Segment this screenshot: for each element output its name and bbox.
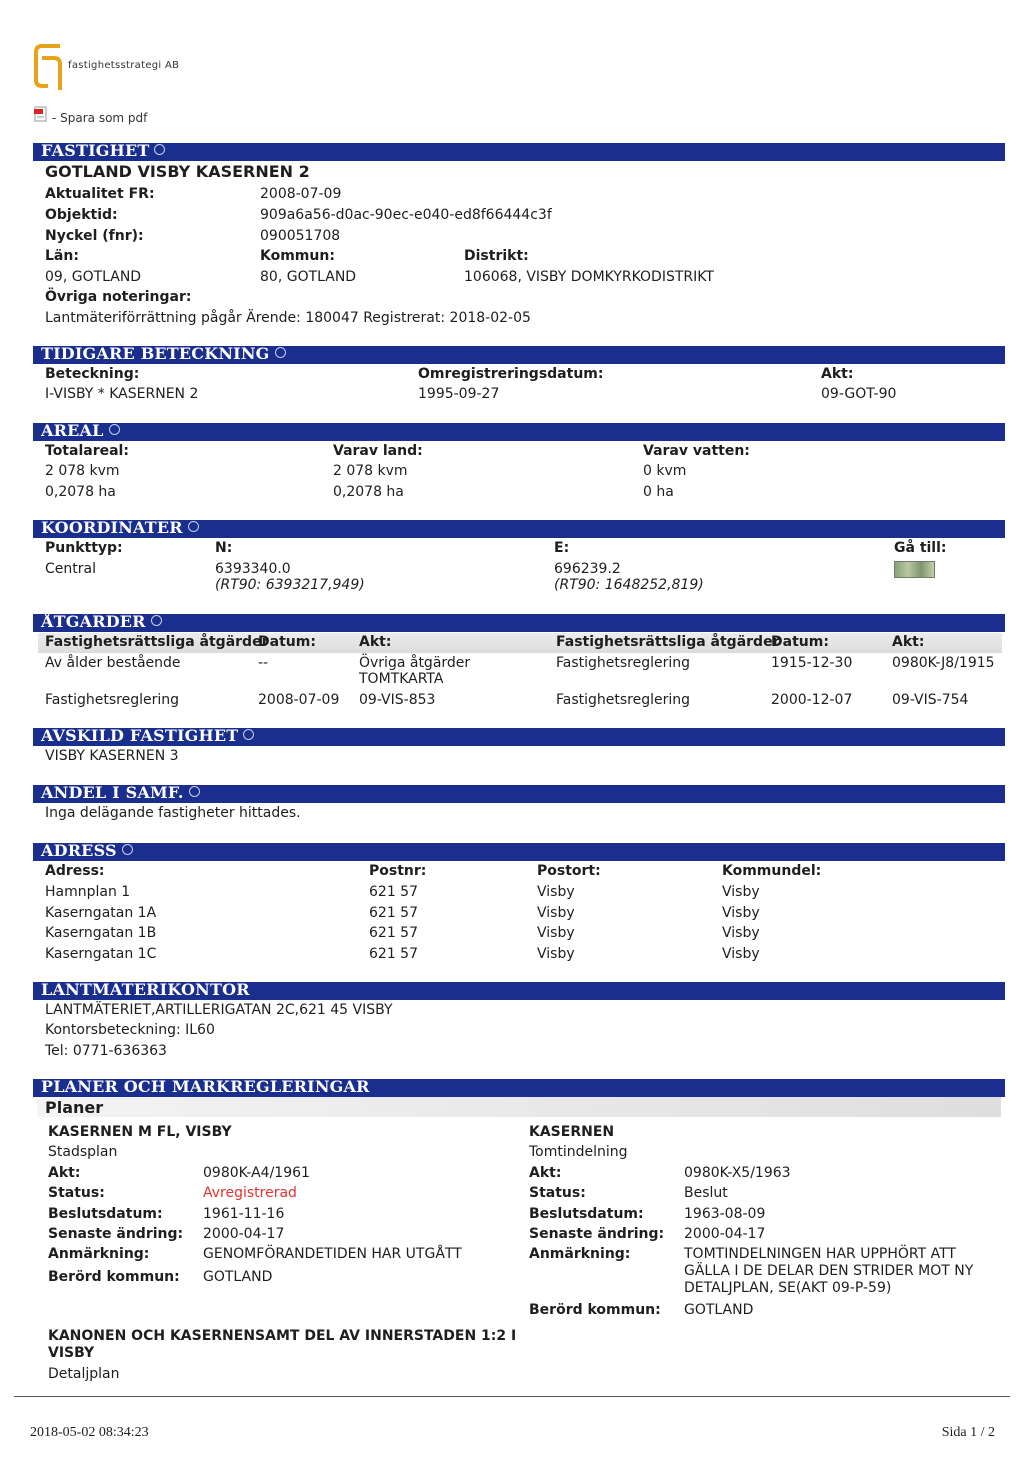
col-header-vatten: Varav vatten: <box>643 443 750 459</box>
n-value: 6393340.0 <box>215 561 291 577</box>
plan-2-berord-label: Berörd kommun: <box>529 1302 661 1318</box>
section-title-planer: PLANER OCH MARKREGLERINGAR <box>41 1077 370 1096</box>
section-bar-andel <box>33 785 1005 803</box>
objektid-label: Objektid: <box>45 207 118 223</box>
aktualitet-value: 2008-07-09 <box>260 186 342 202</box>
postnr-cell: 621 57 <box>369 904 418 921</box>
plan-2-type: Tomtindelning <box>529 1144 628 1160</box>
datum-cell: 2008-07-09 <box>258 692 340 708</box>
andel-value: Inga delägande fastigheter hittades. <box>45 805 301 821</box>
section-bar-atgarder <box>33 614 1005 632</box>
adress-cell: Kaserngatan 1B <box>45 925 157 941</box>
plan-2-status-label: Status: <box>529 1185 586 1201</box>
postort-cell: Visby <box>537 945 575 962</box>
plan-2-akt-label: Akt: <box>529 1165 562 1181</box>
kommun-label: Kommun: <box>260 248 335 264</box>
plan-1-status: Avregistrerad <box>203 1185 297 1201</box>
plan-1-name: KASERNEN M FL, VISBY <box>48 1124 232 1140</box>
col-header-atgard-left: Fastighetsrättsliga åtgärder <box>45 634 269 650</box>
datum-cell: -- <box>258 655 269 671</box>
col-header-punkttyp: Punkttyp: <box>45 540 123 556</box>
col-header-akt-right: Akt: <box>892 634 925 650</box>
plan-1-berord-label: Berörd kommun: <box>48 1269 180 1285</box>
col-header-postnr: Postnr: <box>369 863 427 879</box>
section-bar-tidigare <box>33 346 1005 364</box>
section-bar-adress <box>33 843 1005 861</box>
atgard-cell: Fastighetsreglering <box>556 655 691 671</box>
plan-2-berord: GOTLAND <box>684 1302 754 1318</box>
objektid-value: 909a6a56-d0ac-90ec-e040-ed8f66444c3f <box>260 207 552 223</box>
plan-2-senaste: 2000-04-17 <box>684 1226 766 1242</box>
footer-timestamp: 2018-05-02 08:34:23 <box>30 1425 149 1440</box>
lantmateri-kontor: Kontorsbeteckning: IL60 <box>45 1022 215 1038</box>
section-title-atgarder: ÅTGÄRDER <box>41 612 146 631</box>
vatten-kvm: 0 kvm <box>643 463 687 479</box>
postort-cell: Visby <box>537 884 575 900</box>
info-icon[interactable] <box>151 615 162 626</box>
section-bar-fastighet <box>33 143 1005 161</box>
section-title-adress: ADRESS <box>41 841 117 860</box>
kommun-value: 80, GOTLAND <box>260 269 357 285</box>
kommundel-cell: Visby <box>722 904 760 921</box>
aktualitet-label: Aktualitet FR: <box>45 186 155 202</box>
atgard-cell: Av ålder bestående <box>45 655 181 671</box>
atgard-cell: Fastighetsreglering <box>45 692 180 708</box>
akt-cell-line2: TOMTKARTA <box>359 671 444 687</box>
punkttyp-value: Central <box>45 561 96 577</box>
kommundel-cell: Visby <box>722 884 760 900</box>
vatten-ha: 0 ha <box>643 484 674 500</box>
col-header-ga-till: Gå till: <box>894 540 947 556</box>
col-header-datum-left: Datum: <box>258 634 316 650</box>
plan-1-status-label: Status: <box>48 1185 105 1201</box>
footer-page-number: Sida 1 / 2 <box>941 1425 995 1440</box>
adress-cell: Kaserngatan 1C <box>45 945 157 962</box>
plan-1-type: Stadsplan <box>48 1144 118 1160</box>
plan-3-type: Detaljplan <box>48 1366 120 1382</box>
section-bar-areal <box>33 423 1005 441</box>
atgard-cell: Fastighetsreglering <box>556 692 691 708</box>
nyckel-value: 090051708 <box>260 228 341 244</box>
akt-value: 09-GOT-90 <box>821 386 897 402</box>
plan-1-senaste: 2000-04-17 <box>203 1226 285 1242</box>
plan-3-name-line1: KANONEN OCH KASERNENSAMT DEL AV INNERSTADEN 1:2 I <box>48 1328 517 1344</box>
col-header-land: Varav land: <box>333 443 423 459</box>
info-icon[interactable] <box>189 786 200 797</box>
save-pdf-link[interactable]: - Spara som pdf <box>52 111 148 125</box>
noteringar-label: Övriga noteringar: <box>45 289 192 305</box>
col-header-postort: Postort: <box>537 863 601 879</box>
plan-1-akt: 0980K-A4/1961 <box>203 1165 310 1181</box>
lan-value: 09, GOTLAND <box>45 269 142 285</box>
info-icon[interactable] <box>243 729 254 740</box>
plan-2-anm-line3: DETALJPLAN, SE(AKT 09-P-59) <box>684 1280 892 1296</box>
section-title-lantmateri: LANTMÄTERIKONTOR <box>41 980 250 999</box>
planer-subheader-label: Planer <box>45 1098 104 1117</box>
avskild-value: VISBY KASERNEN 3 <box>45 748 179 764</box>
plan-1-beslut-label: Beslutsdatum: <box>48 1206 163 1222</box>
col-header-omreg: Omregistreringsdatum: <box>418 366 604 382</box>
total-kvm: 2 078 kvm <box>45 463 120 479</box>
lan-label: Län: <box>45 248 79 264</box>
akt-cell: 09-VIS-853 <box>359 692 436 708</box>
section-title-areal: AREAL <box>41 421 104 440</box>
info-icon[interactable] <box>275 347 286 358</box>
kommundel-cell: Visby <box>722 925 760 941</box>
postort-cell: Visby <box>537 925 575 941</box>
plan-2-senaste-label: Senaste ändring: <box>529 1226 665 1242</box>
col-header-atgard-right: Fastighetsrättsliga åtgärder <box>556 634 780 650</box>
lantmateri-address: LANTMÄTERIET,ARTILLERIGATAN 2C,621 45 VISBY <box>45 1002 393 1018</box>
col-header-totalareal: Totalareal: <box>45 443 129 459</box>
postnr-cell: 621 57 <box>369 925 418 941</box>
beteckning-value: I-VISBY * KASERNEN 2 <box>45 386 199 402</box>
pdf-icon[interactable] <box>34 106 48 122</box>
plan-2-akt: 0980K-X5/1963 <box>684 1165 791 1181</box>
plan-2-status: Beslut <box>684 1185 728 1201</box>
col-header-n: N: <box>215 540 233 556</box>
col-header-kommundel: Kommundel: <box>722 863 822 879</box>
section-bar-lantmateri <box>33 982 1005 1000</box>
info-icon[interactable] <box>109 424 120 435</box>
plan-1-anm-label: Anmärkning: <box>48 1246 150 1262</box>
lantmateri-tel: Tel: 0771-636363 <box>45 1043 167 1059</box>
section-bar-koordinater <box>33 520 1005 538</box>
section-title-andel: ANDEL I SAMF. <box>41 783 184 802</box>
section-title-avskild: AVSKILD FASTIGHET <box>41 726 239 745</box>
postort-cell: Visby <box>537 904 575 921</box>
section-bar-planer <box>33 1079 1005 1097</box>
total-ha: 0,2078 ha <box>45 484 116 500</box>
company-name: fastighetsstrategi AB <box>68 60 180 71</box>
land-kvm: 2 078 kvm <box>333 463 408 479</box>
col-header-datum-right: Datum: <box>771 634 829 650</box>
info-icon[interactable] <box>154 144 165 155</box>
plan-1-berord: GOTLAND <box>203 1269 273 1285</box>
e-rt90: (RT90: 1648252,819) <box>554 577 704 593</box>
col-header-akt: Akt: <box>821 366 854 382</box>
plan-1-akt-label: Akt: <box>48 1165 81 1181</box>
section-title-koordinater: KOORDINATER <box>41 518 183 537</box>
plan-2-beslut-label: Beslutsdatum: <box>529 1206 644 1222</box>
plan-1-beslut: 1961-11-16 <box>203 1206 285 1222</box>
col-header-e: E: <box>554 540 570 556</box>
company-logo <box>30 40 70 96</box>
section-title-tidigare: TIDIGARE BETECKNING <box>41 344 270 363</box>
property-name: GOTLAND VISBY KASERNEN 2 <box>45 162 310 181</box>
n-rt90: (RT90: 6393217,949) <box>215 577 365 593</box>
plan-1-senaste-label: Senaste ändring: <box>48 1226 184 1242</box>
adress-cell: Hamnplan 1 <box>45 884 131 900</box>
plan-2-beslut: 1963-08-09 <box>684 1206 766 1222</box>
plan-3-name-line2: VISBY <box>48 1345 95 1361</box>
distrikt-label: Distrikt: <box>464 248 529 264</box>
akt-cell: 09-VIS-754 <box>892 692 969 708</box>
nyckel-label: Nyckel (fnr): <box>45 228 144 244</box>
e-value: 696239.2 <box>554 561 621 577</box>
plan-2-anm-line2: GÄLLA I DE DELAR DEN STRIDER MOT NY <box>684 1263 974 1279</box>
plan-2-name: KASERNEN <box>529 1124 615 1140</box>
section-title-fastighet: FASTIGHET <box>41 141 150 160</box>
info-icon[interactable] <box>188 521 199 532</box>
col-header-adress: Adress: <box>45 863 105 879</box>
postnr-cell: 621 57 <box>369 884 418 900</box>
adress-cell: Kaserngatan 1A <box>45 904 157 921</box>
planer-subheader <box>37 1097 1001 1117</box>
col-header-akt-left: Akt: <box>359 634 392 650</box>
footer-rule <box>14 1396 1010 1397</box>
noteringar-value: Lantmäteriförrättning pågår Ärende: 180047 Registrerat: 2018-02-05 <box>45 310 531 326</box>
plan-2-anm-line1: TOMTINDELNINGEN HAR UPPHÖRT ATT <box>684 1246 956 1262</box>
kommundel-cell: Visby <box>722 945 760 962</box>
plan-2-anm-label: Anmärkning: <box>529 1246 631 1262</box>
distrikt-value: 106068, VISBY DOMKYRKODISTRIKT <box>464 269 714 285</box>
info-icon[interactable] <box>122 844 133 855</box>
plan-1-anm: GENOMFÖRANDETIDEN HAR UTGÅTT <box>203 1246 462 1262</box>
datum-cell: 2000-12-07 <box>771 692 853 708</box>
omreg-value: 1995-09-27 <box>418 386 500 402</box>
land-ha: 0,2078 ha <box>333 484 404 500</box>
map-thumbnail-icon[interactable] <box>894 561 935 578</box>
akt-cell: Övriga åtgärder <box>359 655 471 671</box>
postnr-cell: 621 57 <box>369 945 418 962</box>
col-header-beteckning: Beteckning: <box>45 366 140 382</box>
datum-cell: 1915-12-30 <box>771 655 853 671</box>
section-bar-avskild <box>33 728 1005 746</box>
akt-cell: 0980K-J8/1915 <box>892 655 995 671</box>
